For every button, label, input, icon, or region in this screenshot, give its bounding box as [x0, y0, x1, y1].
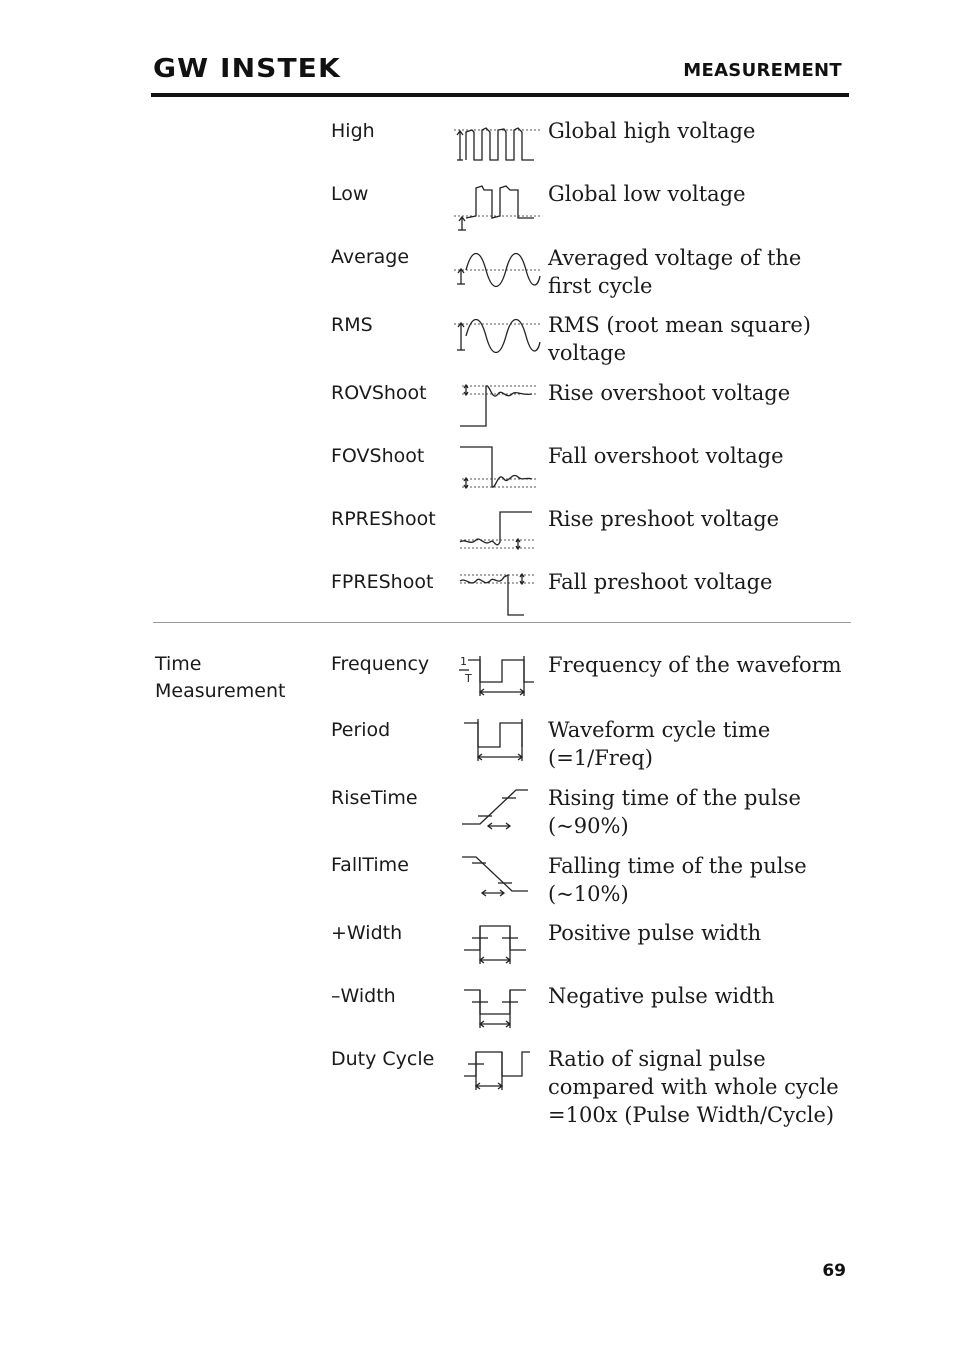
measurement-name-negative-width: –Width — [331, 985, 396, 1007]
description-duty-cycle: Ratio of signal pulse compared with whole cycle =100x (Pulse Width/Cycle) — [548, 1047, 839, 1127]
page-number: 69 — [822, 1261, 846, 1281]
description-frequency: Frequency of the waveform — [548, 653, 842, 677]
description-low: Global low voltage — [548, 182, 746, 206]
section-divider — [153, 622, 851, 623]
frequency-icon — [452, 652, 542, 702]
fall-time-icon — [452, 853, 542, 903]
description-fovshoot: Fall overshoot voltage — [548, 444, 784, 468]
rms-voltage-icon — [452, 312, 542, 362]
description-risetime: Rising time of the pulse (~90%) — [548, 786, 801, 838]
description-high: Global high voltage — [548, 119, 756, 143]
measurement-name-duty-cycle: Duty Cycle — [331, 1048, 435, 1070]
measurement-name-low: Low — [331, 183, 369, 205]
description-negative-width: Negative pulse width — [548, 984, 775, 1008]
description-positive-width: Positive pulse width — [548, 921, 762, 945]
fall-preshoot-icon — [452, 569, 542, 619]
description-period: Waveform cycle time (=1/Freq) — [548, 718, 771, 770]
low-voltage-icon — [452, 182, 542, 232]
description-rms: RMS (root mean square) voltage — [548, 313, 811, 365]
measurement-name-fovshoot: FOVShoot — [331, 445, 425, 467]
gw-instek-logo: GW INSTEK — [153, 54, 341, 84]
measurement-name-risetime: RiseTime — [331, 787, 418, 809]
description-rpreshoot: Rise preshoot voltage — [548, 507, 780, 531]
description-fpreshoot: Fall preshoot voltage — [548, 570, 773, 594]
measurement-name-falltime: FallTime — [331, 854, 409, 876]
header-rule — [151, 93, 849, 97]
frequency-icon-denominator: T — [465, 672, 472, 685]
description-rovshoot: Rise overshoot voltage — [548, 381, 791, 405]
rise-time-icon — [452, 786, 542, 836]
average-voltage-icon — [452, 246, 542, 296]
positive-width-icon — [452, 920, 542, 970]
measurement-name-frequency: Frequency — [331, 653, 430, 675]
measurement-name-period: Period — [331, 719, 391, 741]
measurement-name-fpreshoot: FPREShoot — [331, 571, 434, 593]
negative-width-icon — [452, 984, 542, 1034]
fall-overshoot-icon — [452, 443, 542, 493]
measurement-name-rpreshoot: RPREShoot — [331, 508, 436, 530]
description-falltime: Falling time of the pulse (~10%) — [548, 854, 807, 906]
category-time-measurement: Time Measurement — [155, 653, 286, 702]
measurement-name-average: Average — [331, 246, 410, 268]
period-icon — [452, 717, 542, 767]
rise-overshoot-icon — [452, 380, 542, 430]
measurement-name-high: High — [331, 120, 375, 142]
section-title: MEASUREMENT — [683, 60, 842, 81]
measurement-name-rovshoot: ROVShoot — [331, 382, 427, 404]
measurement-name-positive-width: +Width — [331, 922, 403, 944]
measurement-name-rms: RMS — [331, 314, 373, 336]
high-voltage-icon — [452, 120, 542, 170]
duty-cycle-icon — [452, 1046, 542, 1096]
description-average: Averaged voltage of the first cycle — [548, 246, 802, 298]
frequency-icon-numerator: 1 — [460, 655, 467, 668]
rise-preshoot-icon — [452, 506, 542, 556]
